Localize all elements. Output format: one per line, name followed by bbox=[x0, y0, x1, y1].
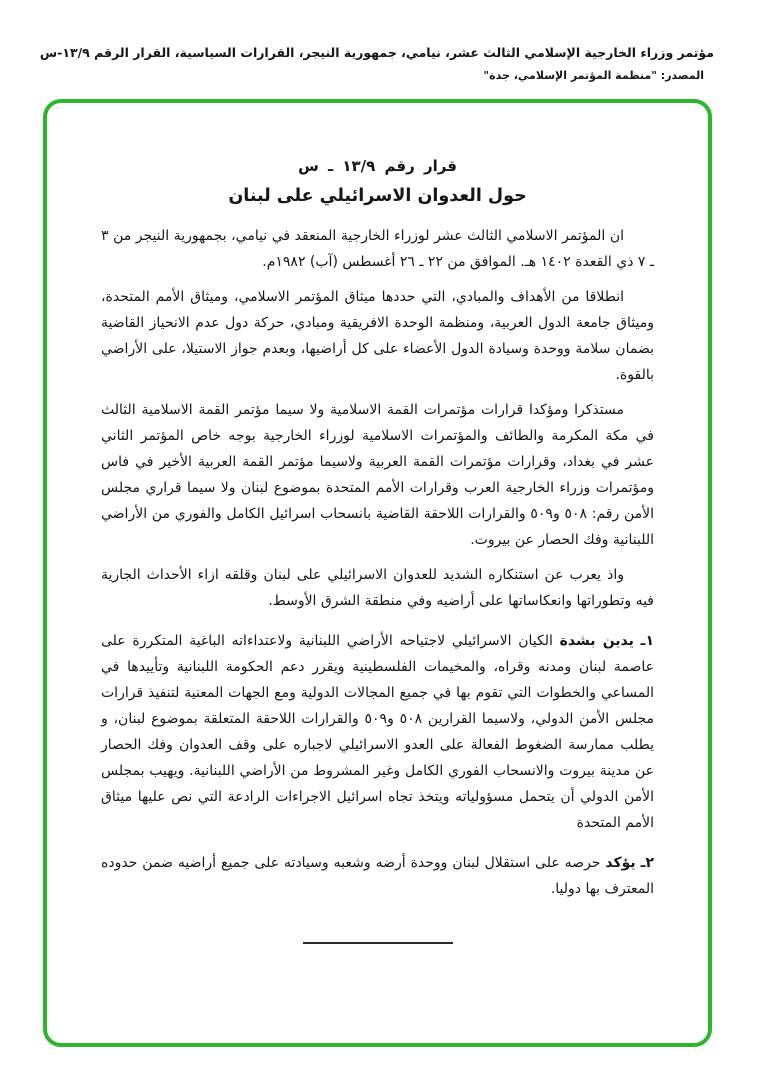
header-conference-title: مؤتمر وزراء الخارجية الإسلامي الثالث عشر، نيامي، جمهورية النيجر، القرارات السياسية، القرار الرقم ١٣/٩-س bbox=[39, 45, 714, 60]
resolution-number-title: قرار رقم ١٣/٩ ـ س bbox=[298, 157, 457, 175]
preamble-paragraph-4: واذ يعرب عن استنكاره الشديد للعدوان الاسرائيلي على لبنان وقلقه ازاء الأحداث الجارية فيه وتطوراتها وانعكاساتها على أراضيه وفي منطقة الشرق الأوسط. bbox=[101, 567, 654, 609]
numbered-item-2 bbox=[101, 850, 654, 902]
item-1-lead: يدين بشدة bbox=[559, 633, 634, 649]
document-green-frame bbox=[43, 99, 712, 1047]
preamble-paragraph-1: ان المؤتمر الاسلامي الثالث عشر لوزراء الخارجية المنعقد في نيامي، بجمهورية النيجر من ٣ ـ ٧ ذي القعدة ١٤٠٢ هـ. الموافق من ٢٢ ـ ٢٦ أغسطس (آب) ١٩٨٢م. bbox=[101, 228, 654, 270]
item-2-text: حرصه على استقلال لبنان ووحدة أرضه وشعبه وسيادته على جميع أراضيه ضمن حدوده المعترف بها دوليا. bbox=[101, 855, 654, 897]
numbered-item-1 bbox=[101, 628, 654, 836]
header-source: المصدر: "منظمة المؤتمر الإسلامي، جدة" bbox=[483, 69, 704, 82]
resolution-subject-title: حول العدوان الاسرائيلي على لبنان bbox=[228, 186, 527, 206]
item-2-number: ٢ـ bbox=[640, 855, 654, 871]
item-1-number: ١ـ bbox=[640, 633, 654, 649]
item-1-text: الكيان الاسرائيلي لاجتياحه الأراضي اللبنانية ولاعتداءاته الباغية المتكررة على عاصمة لبنان ومدنه وقراه، والمخيمات الفلسطينية ويقرر دعم الحكومة اللبنانية وتأييدها في المساعي والخطوات التي تقوم بها في جميع المجالات الدولية ومع الجهات المعنية لتنفيذ قرارات مجلس الأمن الدولي، ولاسيما القرارين ٥٠٨ و٥٠٩ والقرارات اللاحقة المتعلقة بموضوع لبنان، و يطلب ممارسة الضغوط الفعالة على العدو الاسرائيلي لاجباره على وقف العدوان وفك الحصار عن مدينة بيروت والانسحاب الفوري الكامل وغير المشروط من الأراضي اللبنانية. ويهيب بمجلس الأمن الدولي أن يتحمل مسؤولياته ويتخذ تجاه اسرائيل الاجراءات الرادعة التي نص عليها ميثاق الأمم المتحدة bbox=[101, 633, 654, 831]
preamble-paragraph-3: مستذكرا ومؤكدا قرارات مؤتمرات القمة الاسلامية ولا سيما مؤتمر القمة الاسلامية الثالث في مكة المكرمة والطائف والمؤتمرات الاسلامية لوزراء الخارجية بوجه خاص المؤتمر الثاني عشر في بغداد، وقرارات مؤتمرات القمة العربية ولاسيما مؤتمر القمة العربية الأخير في فاس ومؤتمرات وزراء الخارجية العرب وقرارات الأمم المتحدة بموضوع لبنان ولا سيما قراري مجلس الأمن رقم: ٥٠٨ و٥٠٩ والقرارات اللاحقة القاضية بانسحاب اسرائيل الكامل والفوري من الأراضي اللبنانية وفك الحصار عن بيروت. bbox=[101, 402, 654, 548]
footer-divider bbox=[303, 942, 453, 944]
document-header bbox=[38, 44, 714, 82]
item-2-lead: يؤكد bbox=[605, 855, 636, 871]
preamble-paragraph-2: انطلاقا من الأهداف والمبادي، التي حددها ميثاق المؤتمر الاسلامي، وميثاق الأمم المتحدة، وميثاق جامعة الدول العربية، ومنظمة الوحدة الافريقية ومبادي، حركة دول عدم الانحياز القاضية بضمان سلامة ووحدة وسيادة الدول الأعضاء على كل أراضيها، وبعدم جواز الاستيلا، على الأراضي بالقوة. bbox=[101, 289, 654, 383]
